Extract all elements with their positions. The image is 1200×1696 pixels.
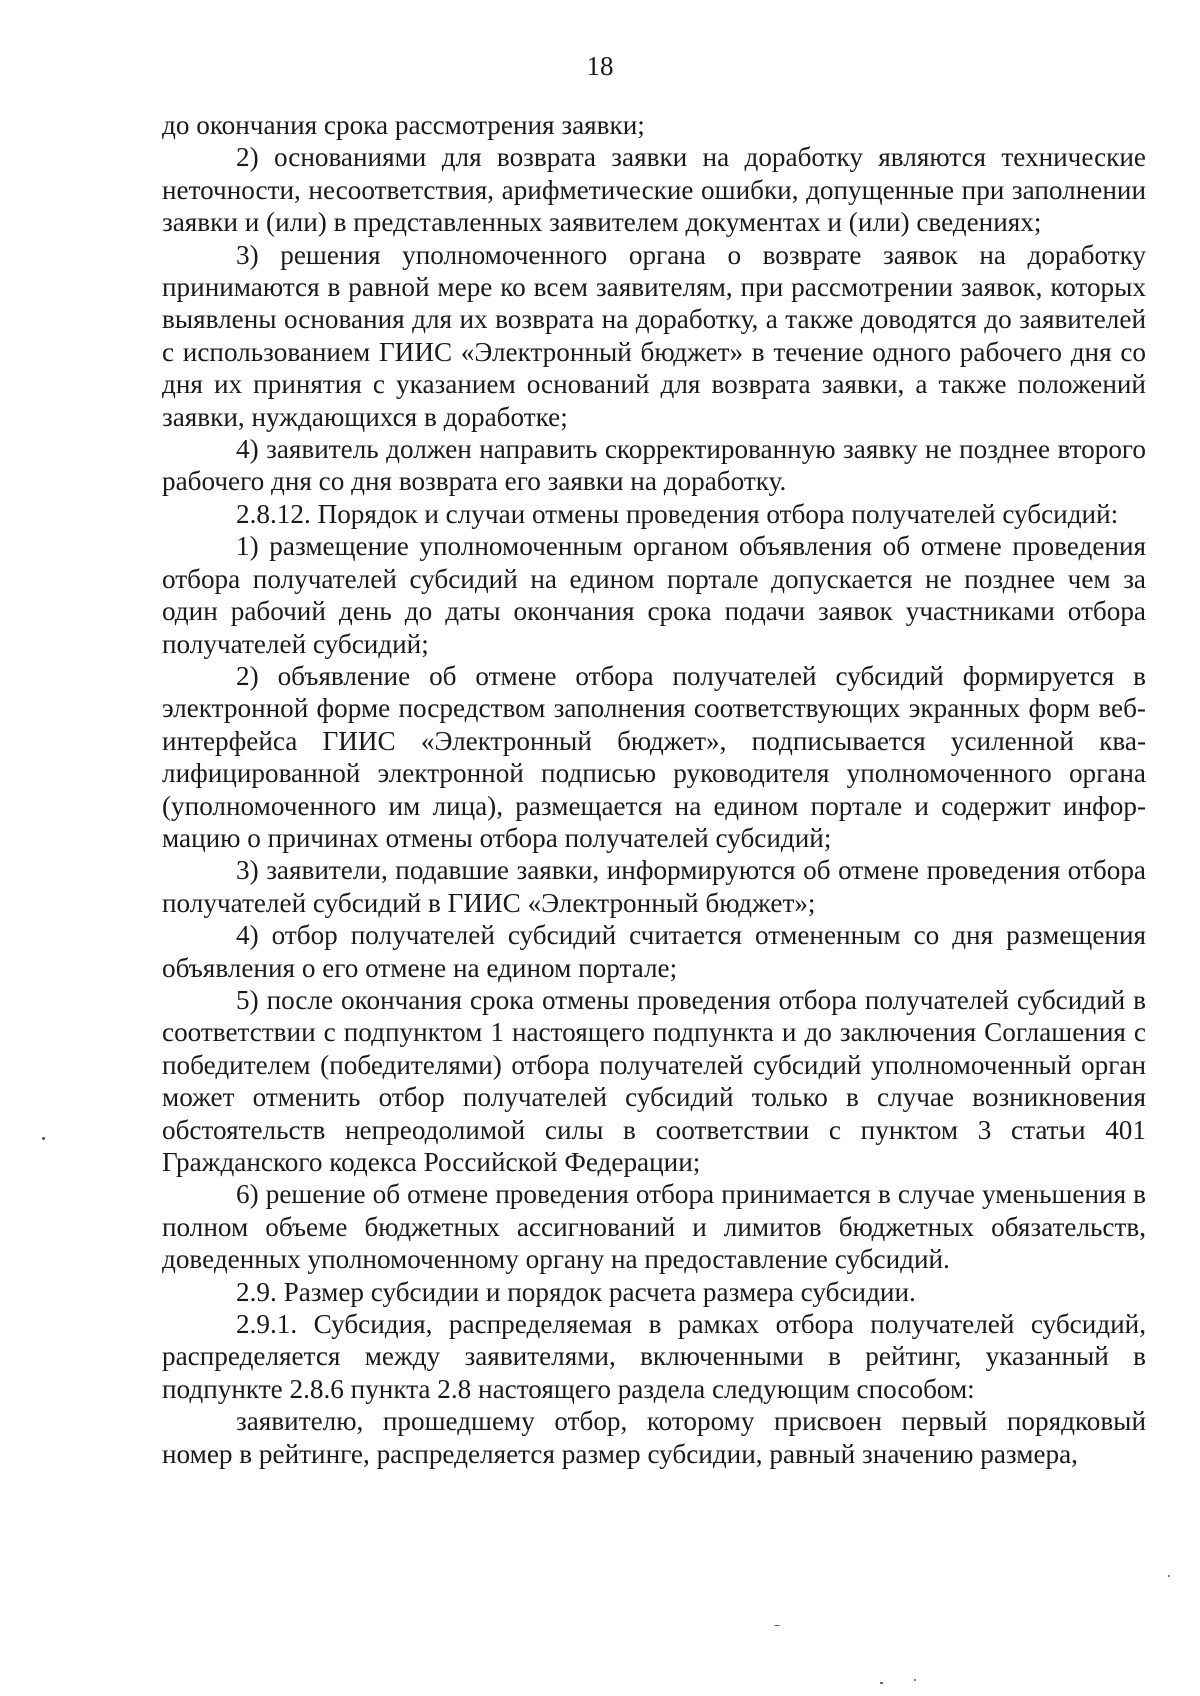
paragraph-2-8-12-heading: 2.8.12. Порядок и случаи отмены проведения отбора получателей субсидий: (236, 498, 1119, 529)
scan-speck (774, 1625, 780, 1626)
paragraph-cancel-item-5: 5) после окончания срока отмены проведения отбора получателей субсидий в соответствии с подпунктом 1 настоящего подпункта и до заключения Соглашения с победителем (победителями) отбора получателей субсидий уполномоченный орган может отменить отбор получателей субсидий только в случае возникновения обстоятельств непреодолимой силы в соответствии с пунктом 3 статьи 401 Гражданского кодекса Российской Федерации; (162, 984, 1146, 1177)
document-body (162, 109, 1146, 1470)
paragraph-2-9-1: 2.9.1. Субсидия, распределяемая в рамках отбора получателей субсидий, распределяется между заявителями, включенными в рейтинг, указанный в подпункте 2.8.6 пункта 2.8 настоящего раздела следующим способом: (162, 1309, 1146, 1404)
paragraph-cancel-item-6: 6) решение об отмене проведения отбора принимается в случае уменьшения в полном объеме бюджетных ассигнований и лимитов бюджетных обязательств, доведенных уполномоченному органу на предоставление субсидий. (162, 1179, 1146, 1275)
paragraph-item-2-grounds: 2) основаниями для возврата заявки на доработку являются технические неточности, несоответствия, арифметические ошибки, допущенные при заполнении заявки и (или) в представленных заявителем документах и (или) сведениях; (162, 142, 1146, 238)
paragraph-first-place: заявителю, прошедшему отбор, которому присвоен первый порядковый номер в рейтинге, распределяется размер субсидии, равный значению размера, (162, 1406, 1146, 1469)
paragraph-continuation: до окончания срока рассмотрения заявки; (162, 110, 645, 140)
scan-speck (880, 1682, 883, 1684)
scan-speck (42, 1137, 45, 1140)
paragraph-cancel-item-1: 1) размещение уполномоченным органом объявления об отмене проведения отбора получателей субсидий на едином портале допускается не позднее чем за один рабочий день до даты окончания срока подачи заявок участниками отбора получателей субсидий; (162, 531, 1146, 659)
scan-speck (1168, 1575, 1170, 1577)
paragraph-cancel-item-2: 2) объявление об отмене отбора получателей субсидий формируется в электронной форме посредством заполнения соответствующих экранных форм веб-интерфейса ГИИС «Электронный бюджет», подписывается усиленной квалифицированной электронной подписью руководителя уполномоченного органа (уполномоченного им лица), размещается на едином портале и содержит информацию о причинах отмены отбора получателей субсидий; (162, 660, 1146, 853)
paragraph-cancel-item-3: 3) заявители, подавшие заявки, информируются об отмене проведения отбора получателей субсидий в ГИИС «Электронный бюджет»; (162, 855, 1146, 918)
page-number: 18 (586, 51, 614, 81)
paragraph-item-4-resubmission: 4) заявитель должен направить скорректированную заявку не позднее второго рабочего дня со дня возврата его заявки на доработку. (162, 434, 1146, 497)
paragraph-cancel-item-4: 4) отбор получателей субсидий считается отмененным со дня размещения объявления о его отмене на едином портале; (162, 920, 1146, 983)
paragraph-item-3-decisions: 3) решения уполномоченного органа о возврате заявок на доработку принимаются в равной мере ко всем заявителям, при рассмотрении заявок, которых выявлены основания для их возврата на доработку, а также доводятся до заявителей с использованием ГИИС «Электронный бюджет» в течение одного рабочего дня со дня их принятия с указанием оснований для возврата заявки, а также положений заявки, нуждающихся в доработке; (162, 239, 1146, 432)
paragraph-2-9-heading: 2.9. Размер субсидии и порядок расчета размера субсидии. (236, 1276, 916, 1307)
scan-speck (914, 1679, 916, 1681)
